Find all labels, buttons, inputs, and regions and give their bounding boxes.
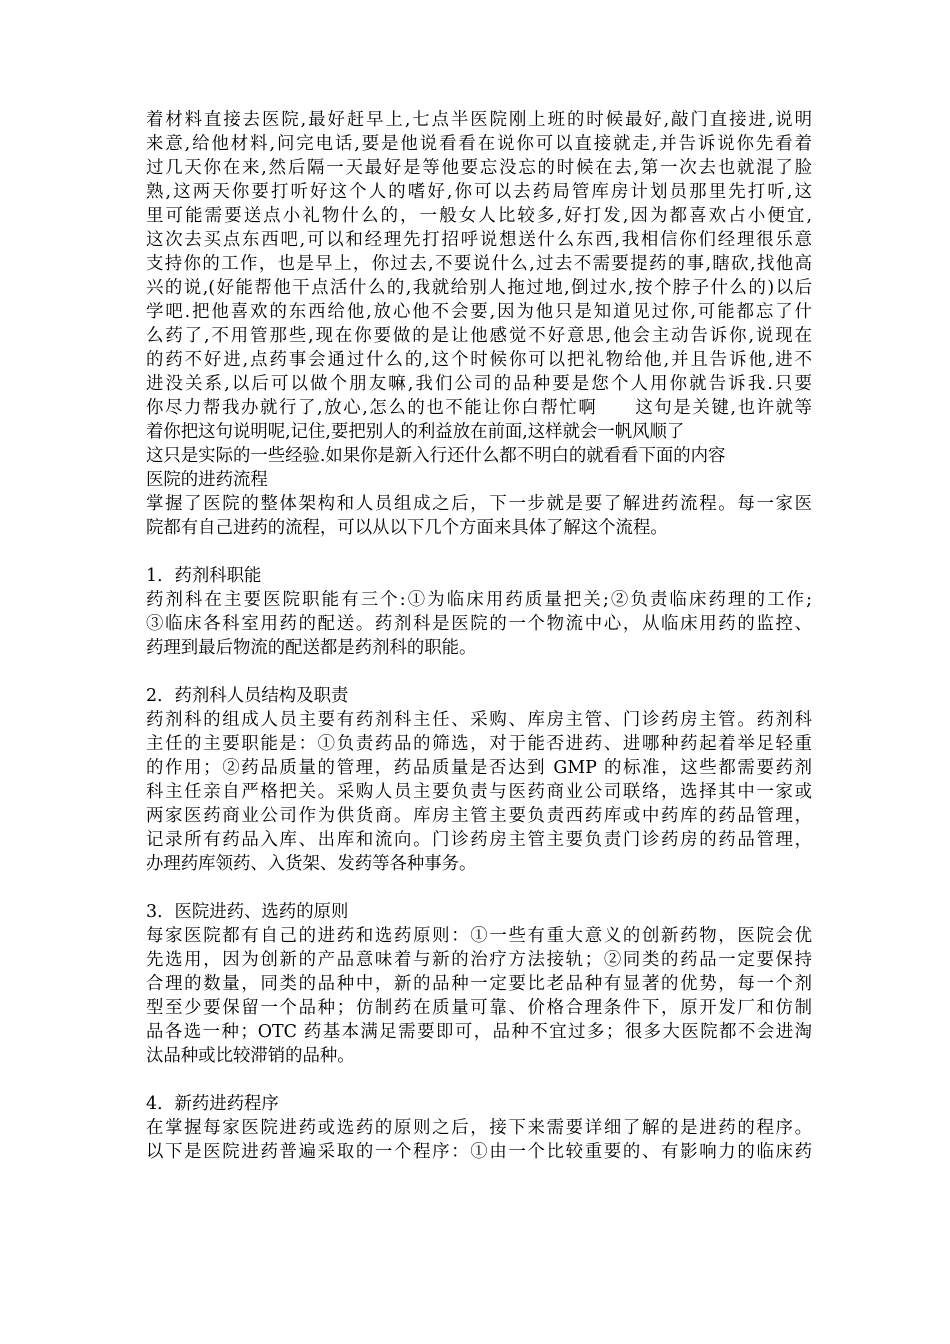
text-line: 着材料直接去医院,最好赶早上,七点半医院刚上班的时候最好,敲门直接进,说明 bbox=[146, 110, 812, 130]
sections-container bbox=[146, 540, 812, 1164]
blank-line bbox=[146, 876, 812, 900]
text-line: 合理的数量，同类的品种中，新的品种一定要比老品种有显著的优势，每一个剂 bbox=[146, 974, 812, 994]
blank-line bbox=[146, 1068, 812, 1092]
text-line: 型至少要保留一个品种；仿制药在质量可靠、价格合理条件下，原开发厂和仿制 bbox=[146, 998, 812, 1018]
text-line: 你尽力帮我办就行了,放心,怎么的也不能让你白帮忙啊 这句是关键,也许就等 bbox=[146, 398, 812, 418]
section-heading: 2．药剂科人员结构及职责 bbox=[146, 686, 349, 706]
text-line: ③临床各科室用药的配送。药剂科是医院的一个物流中心，从临床用药的监控、 bbox=[146, 614, 812, 634]
blank-line bbox=[146, 660, 812, 684]
text-line: 这次去买点东西吧,可以和经理先打招呼说想送什么东西,我相信你们经理很乐意 bbox=[146, 230, 812, 250]
text-line: 每家医院都有自己的进药和选药原则：①一些有重大意义的创新药物，医院会优 bbox=[146, 926, 812, 946]
text-line: 医院的进药流程 bbox=[146, 470, 268, 490]
section-heading: 1．药剂科职能 bbox=[146, 566, 262, 586]
text-line: 办理药库领药、入货架、发药等各种事务。 bbox=[146, 854, 477, 874]
text-line: 主任的主要职能是：①负责药品的筛选，对于能否进药、进哪种药起着举足轻重 bbox=[146, 734, 812, 754]
text-line: 院都有自己进药的流程，可以从以下几个方面来具体了解这个流程。 bbox=[146, 518, 668, 538]
intro-paragraph bbox=[146, 108, 812, 540]
text-line: 药剂科的组成人员主要有药剂科主任、采购、库房主管、门诊药房主管。药剂科 bbox=[146, 710, 812, 730]
text-line: 学吧.把他喜欢的东西给他,放心他不会要,因为他只是知道见过你,可能都忘了什 bbox=[146, 302, 812, 322]
text-line: 两家医药商业公司作为供货商。库房主管主要负责西药库或中药库的药品管理， bbox=[146, 806, 812, 826]
text-line: 进没关系,以后可以做个朋友嘛,我们公司的品种要是您个人用你就告诉我.只要 bbox=[146, 374, 812, 394]
text-line: 兴的说,(好能帮他干点活什么的,我就给别人拖过地,倒过水,按个脖子什么的)以后 bbox=[146, 278, 812, 298]
document-page bbox=[146, 108, 812, 1164]
text-line: 支持你的工作，也是早上，你过去,不要说什么,过去不需要提药的事,瞎砍,找他高 bbox=[146, 254, 812, 274]
text-line: 科主任亲自严格把关。采购人员主要负责与医药商业公司联络，选择其中一家或 bbox=[146, 782, 812, 802]
text-line: 药理到最后物流的配送都是药剂科的职能。 bbox=[146, 638, 477, 658]
section-heading: 4．新药进药程序 bbox=[146, 1094, 279, 1114]
text-line: 着你把这句说明呢,记住,要把别人的利益放在前面,这样就会一帆风顺了 bbox=[146, 422, 685, 442]
text-line: 记录所有药品入库、出库和流向。门诊药房主管主要负责门诊药房的药品管理， bbox=[146, 830, 812, 850]
text-line: 来意,给他材料,问完电话,要是他说看看在说你可以直接就走,并告诉说你先看着 bbox=[146, 134, 812, 154]
text-line: 么药了,不用管那些,现在你要做的是让他感觉不好意思,他会主动告诉你,说现在 bbox=[146, 326, 812, 346]
section-heading: 3．医院进药、选药的原则 bbox=[146, 902, 349, 922]
text-line: 在掌握每家医院进药或选药的原则之后，接下来需要详细了解的是进药的程序。 bbox=[146, 1118, 812, 1138]
text-line: 以下是医院进药普遍采取的一个程序：①由一个比较重要的、有影响力的临床药 bbox=[146, 1142, 812, 1162]
text-line: 里可能需要送点小礼物什么的，一般女人比较多,好打发,因为都喜欢占小便宜, bbox=[146, 206, 812, 226]
text-line: 品各选一种；OTC 药基本满足需要即可，品种不宜过多；很多大医院都不会进淘 bbox=[146, 1022, 812, 1042]
text-line: 这只是实际的一些经验.如果你是新入行还什么都不明白的就看看下面的内容 bbox=[146, 446, 726, 466]
text-line: 掌握了医院的整体架构和人员组成之后，下一步就是要了解进药流程。每一家医 bbox=[146, 494, 812, 514]
text-line: 过几天你在来,然后隔一天最好是等他要忘没忘的时候在去,第一次去也就混了脸 bbox=[146, 158, 812, 178]
text-line: 的作用；②药品质量的管理，药品质量是否达到 GMP 的标准，这些都需要药剂 bbox=[146, 758, 812, 778]
text-line: 的药不好进,点药事会通过什么的,这个时候你可以把礼物给他,并且告诉他,进不 bbox=[146, 350, 812, 370]
blank-line bbox=[146, 540, 812, 564]
text-line: 药剂科在主要医院职能有三个:①为临床用药质量把关;②负责临床药理的工作; bbox=[146, 590, 812, 610]
text-line: 先选用，因为创新的产品意味着与新的治疗方法接轨；②同类的药品一定要保持 bbox=[146, 950, 812, 970]
text-line: 熟,这两天你要打听好这个人的嗜好,你可以去药局管库房计划员那里先打听,这 bbox=[146, 182, 812, 202]
text-line: 汰品种或比较滞销的品种。 bbox=[146, 1046, 355, 1066]
